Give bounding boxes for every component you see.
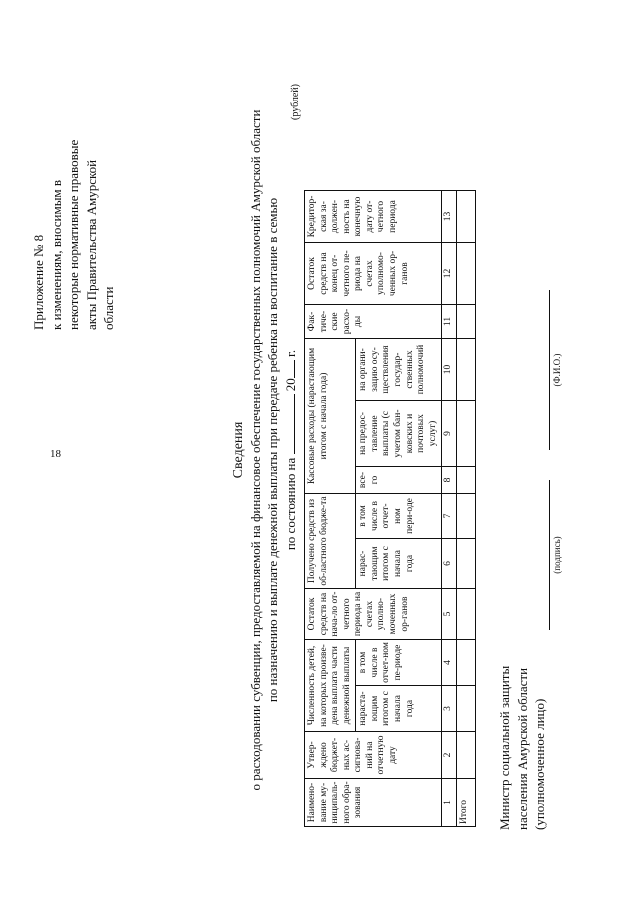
header-closing-balance: Остаток средств на конец от-четного пе-риода на счетах уполномо-ченных ор-ганов (305, 243, 442, 305)
header-cash-payment: на предос-тавление выплаты (с учетом бан-ковских и почтовых услуг) (356, 401, 442, 467)
report-table (304, 190, 476, 827)
header-row-1 (305, 191, 356, 827)
table-cell (456, 539, 475, 589)
title-line-3 (282, 35, 300, 865)
table-cell (456, 401, 475, 467)
appendix-line: акты Правительства Амурской (83, 159, 99, 330)
header-payables: Кредитор-ская за-должен-ность на конечную дату от-четного периода (305, 191, 442, 243)
minister-title (496, 666, 549, 830)
name-line: (Ф.И.О.) (549, 290, 563, 450)
column-number: 2 (442, 732, 457, 779)
table-cell (456, 494, 475, 539)
document-title (230, 35, 300, 865)
table-cell (456, 467, 475, 494)
date-blank (282, 394, 295, 454)
column-numbers-row (442, 191, 457, 827)
column-number: 10 (442, 339, 457, 401)
header-approved: Утвер-ждено бюджет-ных ас-сигнова-ний на отчетную дату (305, 732, 442, 779)
table-cell (456, 640, 475, 686)
column-number: 11 (442, 305, 457, 339)
title-year: 20 (282, 378, 298, 392)
table-cell (456, 732, 475, 779)
header-cash-total: все-го (356, 467, 442, 494)
column-number: 9 (442, 401, 457, 467)
minister-line: Министр социальной защиты (497, 665, 512, 830)
title-year-suffix: г. (282, 349, 298, 357)
column-number: 6 (442, 539, 457, 589)
table-cell (456, 305, 475, 339)
units-label: (рублей) (290, 83, 301, 120)
header-children-period: в том числе в отчет-ном пе-риоде (356, 640, 442, 686)
column-number: 12 (442, 243, 457, 305)
header-children-cumulative: нараста-ющим итогом с начала года (356, 686, 442, 732)
appendix-line: области (101, 286, 117, 330)
total-label: Итого (456, 779, 475, 827)
title-date-prefix: по состоянию на (282, 457, 298, 551)
header-received-period: в том числе в отчет-ном пери-оде (356, 494, 442, 539)
table-cell (456, 589, 475, 640)
table-cell (456, 191, 475, 243)
title-line-1: о расходовании субвенции, предоставляемой на финансовое обеспечение государственных полномочий Амурской области (248, 109, 264, 791)
table-cell (456, 686, 475, 732)
table-cell (456, 339, 475, 401)
title-line-2: по назначению и выплате денежной выплаты при передаче ребенка на воспитание в семью (265, 197, 281, 703)
minister-line: (уполномоченное лицо) (532, 698, 548, 830)
total-row (456, 191, 475, 827)
header-municipality: Наимено-вание му-ниципаль-ного обра-зования (305, 779, 442, 827)
column-number: 13 (442, 191, 457, 243)
header-cash-expenses-group: Кассовые расходы (нарастающим итогом с начала года) (305, 339, 356, 494)
header-received-cumulative: нарас-тающим итогом с начала года (356, 539, 442, 589)
header-actual-expenses: Фак-тиче-ские расхо-ды (305, 305, 442, 339)
column-number: 7 (442, 494, 457, 539)
year-blank (282, 360, 295, 378)
table-cell (456, 243, 475, 305)
minister-line: населения Амурской области (514, 667, 530, 830)
column-number: 3 (442, 686, 457, 732)
page-number: 18 (50, 448, 61, 460)
column-number: 8 (442, 467, 457, 494)
header-received-group: Получено средств из об-ластного бюдже-та (305, 494, 356, 589)
header-opening-balance: Остаток средств на нача-ло от-четного периода на счетах уполно-моченных ор-ганов (305, 589, 442, 640)
appendix-line: Приложение № 8 (31, 234, 46, 330)
title-heading: Сведения (231, 421, 246, 479)
header-cash-organization: на органи-зацию осу-ществления государ-ственных полномочий (356, 339, 442, 401)
header-children-group: Численность детей, на которых произве-дена выплата части денежной выплаты (305, 640, 356, 732)
appendix-block (30, 70, 118, 330)
column-number: 5 (442, 589, 457, 640)
column-number: 1 (442, 779, 457, 827)
appendix-line: некоторые нормативные правовые (66, 139, 82, 330)
appendix-line: к изменениям, вносимым в (48, 179, 64, 330)
signature-line: (подпись) (549, 480, 563, 630)
column-number: 4 (442, 640, 457, 686)
